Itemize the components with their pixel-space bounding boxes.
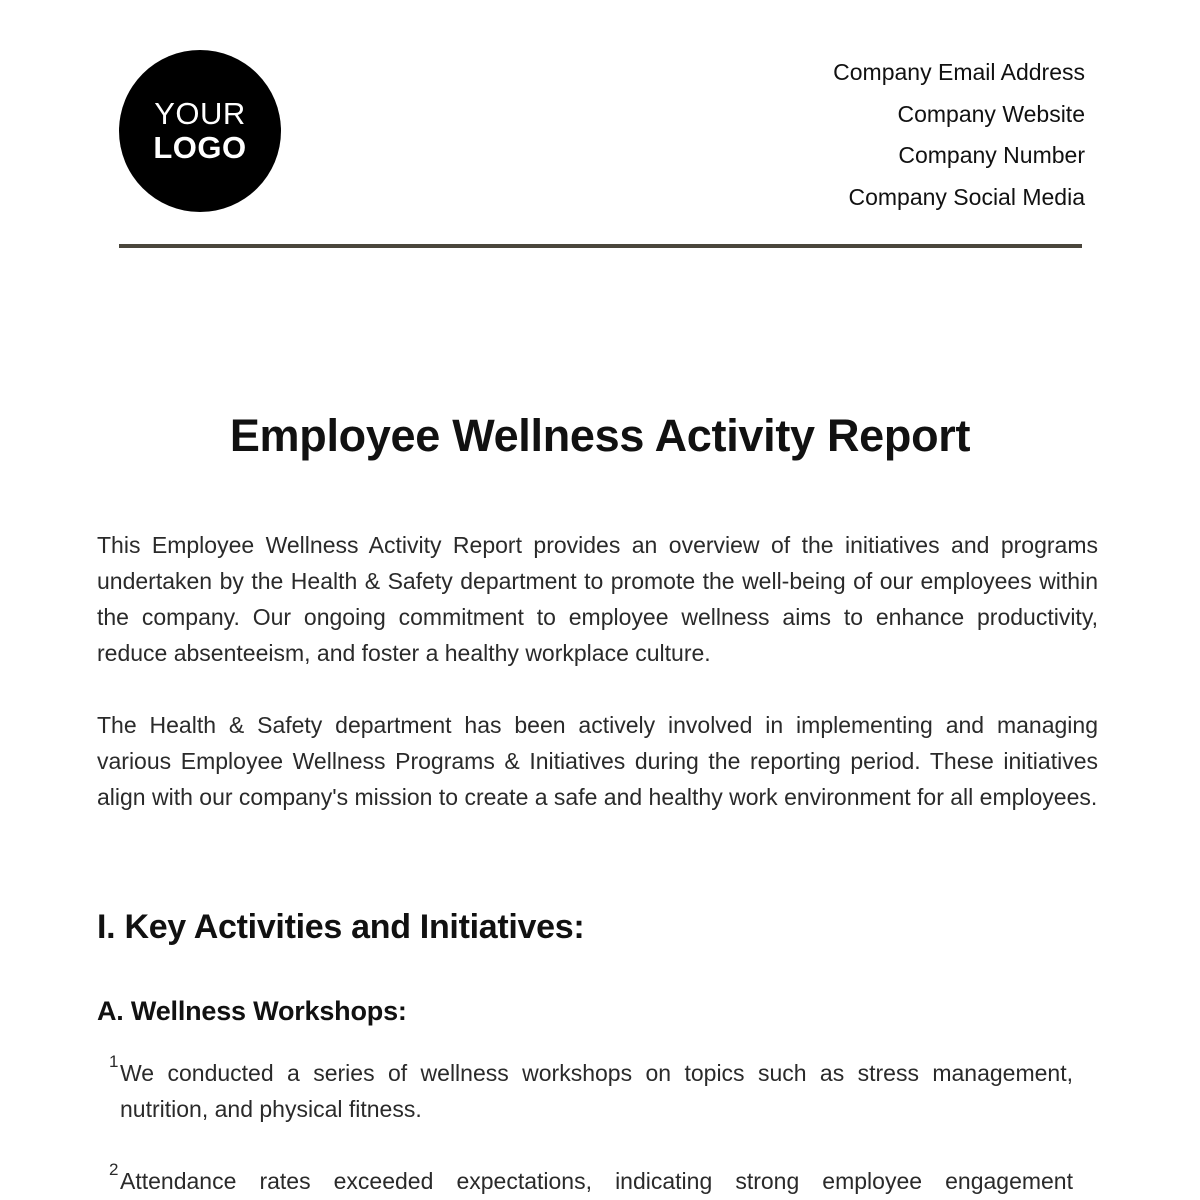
company-logo xyxy=(119,50,281,212)
overview-paragraph: The Health & Safety department has been actively involved in implementing and managing various Employee Wellness Programs & Initiatives during the reporting period. These initiatives align with our company's mission to create a safe and healthy work environment for all employees. xyxy=(97,712,1098,810)
list-item-number: 2 xyxy=(109,1160,119,1179)
list-item xyxy=(109,1052,1073,1127)
subsection-heading: A. Wellness Workshops: xyxy=(97,996,407,1026)
company-social-media: Company Social Media xyxy=(848,184,1085,211)
report-title: Employee Wellness Activity Report xyxy=(229,410,971,461)
list-item-number: 1 xyxy=(109,1052,119,1071)
company-contact-block xyxy=(833,52,1085,219)
company-number: Company Number xyxy=(898,142,1085,169)
logo-text-line2: LOGO xyxy=(153,130,247,165)
intro-paragraph: This Employee Wellness Activity Report provides an overview of the initiatives and programs undertaken by the Health & Safety department to promote the well-being of our employees within the company. Our ongoing commitment to employee wellness aims to enhance productivity, reduce absenteeism, and foster a healthy workplace culture. xyxy=(97,532,1098,666)
company-website: Company Website xyxy=(897,100,1085,127)
list-item xyxy=(109,1160,1073,1199)
logo-text-line1: YOUR xyxy=(154,96,246,131)
company-email: Company Email Address xyxy=(833,59,1085,85)
list-item-text: Attendance rates exceeded expectations, indicating strong employee engagement xyxy=(120,1168,1073,1194)
list-item-text: We conducted a series of wellness workshops on topics such as stress management, nutrition, and physical fitness. xyxy=(120,1060,1073,1122)
section-heading: I. Key Activities and Initiatives: xyxy=(97,908,585,946)
header-divider xyxy=(119,244,1082,248)
